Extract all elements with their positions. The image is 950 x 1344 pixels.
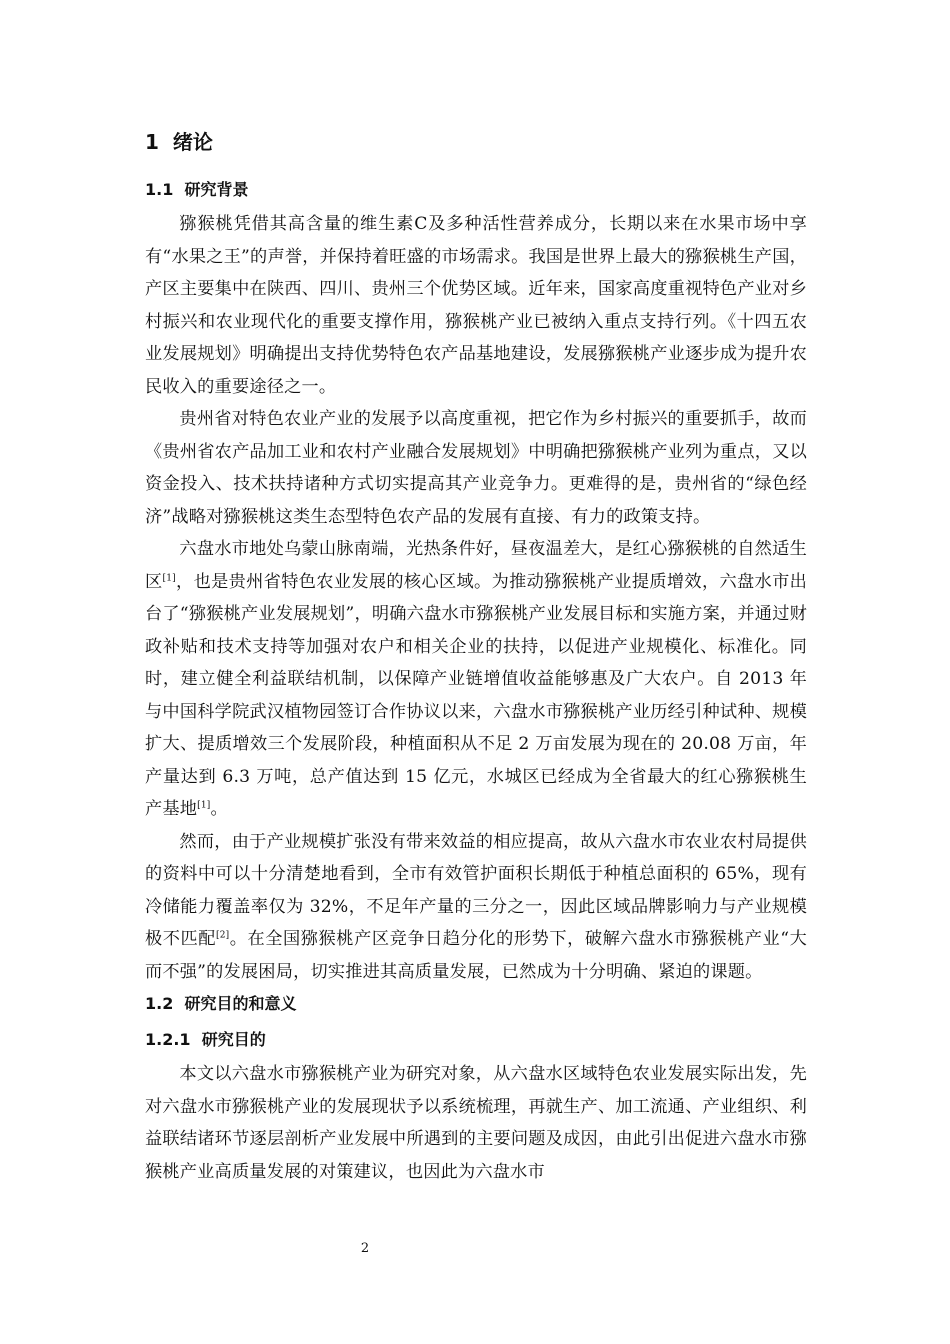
- citation-ref[interactable]: [1]: [162, 572, 176, 583]
- section-title: 研究目的和意义: [184, 994, 297, 1013]
- section-number: 1.1: [145, 180, 174, 199]
- chapter-title: 绪论: [172, 130, 213, 154]
- section-number: 1.2: [145, 994, 174, 1013]
- paragraph: 猕猴桃凭借其高含量的维生素C及多种活性营养成分，长期以来在水果市场中享有“水果之王”的声誉，并保持着旺盛的市场需求。我国是世界上最大的猕猴桃生产国，产区主要集中在陕西、四川、贵州三个优势区域。近年来，国家高度重视特色产业对乡村振兴和农业现代化的重要支撑作用，猕猴桃产业已被纳入重点支持行列。《十四五农业发展规划》明确提出支持优势特色农产品基地建设，发展猕猴桃产业逐步成为提升农民收入的重要途径之一。: [145, 214, 807, 397]
- subsection-number: 1.2.1: [145, 1030, 191, 1049]
- chapter-heading: [145, 122, 807, 162]
- paragraph: 六盘水市地处乌蒙山脉南端，光热条件好，昼夜温差大，是红心猕猴桃的自然适生区[1]，也是贵州省特色农业发展的核心区域。为推动猕猴桃产业提质增效，六盘水市出台了“猕猴桃产业发展规划”，明确六盘水市猕猴桃产业发展目标和实施方案，并通过财政补贴和技术支持等加强对农户和相关企业的扶持，以促进产业规模化、标准化。同时，建立健全利益联结机制，以保障产业链增值收益能够惠及广大农户。自 2013 年与中国科学院武汉植物园签订合作协议以来，六盘水市猕猴桃产业历经引种试种、规模扩大、提质增效三个发展阶段，种植面积从不足 2 万亩发展为现在的 20.08 万亩，年产量达到 6.3 万吨，总产值达到 15 亿元，水城区已经成为全省最大的红心猕猴桃生产基地[1]。: [145, 539, 807, 819]
- subsection-title: 研究目的: [201, 1030, 266, 1049]
- page-number: 2: [360, 1241, 370, 1256]
- paragraph: 然而，由于产业规模扩张没有带来效益的相应提高，故从六盘水市农业农村局提供的资料中可以十分清楚地看到，全市有效管护面积长期低于种植总面积的 65%，现有冷储能力覆盖率仅为 32%，不足年产量的三分之一，因此区域品牌影响力与产业规模极不匹配[2]。在全国猕猴桃产区竞争日趋分化的形势下，破解六盘水市猕猴桃产业“大而不强”的发展困局，切实推进其高质量发展，已然成为十分明确、紧迫的课题。: [145, 831, 807, 982]
- citation-ref[interactable]: [2]: [216, 930, 230, 941]
- section-heading-1-1: [145, 174, 807, 206]
- section-title: 研究背景: [184, 180, 249, 199]
- citation-ref[interactable]: [1]: [197, 800, 211, 811]
- paragraph: 贵州省对特色农业产业的发展予以高度重视，把它作为乡村振兴的重要抓手，故而《贵州省农产品加工业和农村产业融合发展规划》中明确把猕猴桃产业列为重点，又以资金投入、技术扶持诸种方式切实提高其产业竞争力。更难得的是，贵州省的“绿色经济”战略对猕猴桃这类生态型特色农产品的发展有直接、有力的政策支持。: [145, 409, 807, 527]
- subsection-heading-1-2-1: [145, 1024, 807, 1056]
- paragraph: 本文以六盘水市猕猴桃产业为研究对象，从六盘水区域特色农业发展实际出发，先对六盘水市猕猴桃产业的发展现状予以系统梳理，再就生产、加工流通、产业组织、利益联结诸环节逐层剖析产业发展中所遇到的主要问题及成因，由此引出促进六盘水市猕猴桃产业高质量发展的对策建议，也因此为六盘水市: [145, 1064, 807, 1182]
- section-heading-1-2: [145, 988, 807, 1020]
- page-body: [145, 122, 807, 1188]
- chapter-number: 1: [145, 130, 159, 154]
